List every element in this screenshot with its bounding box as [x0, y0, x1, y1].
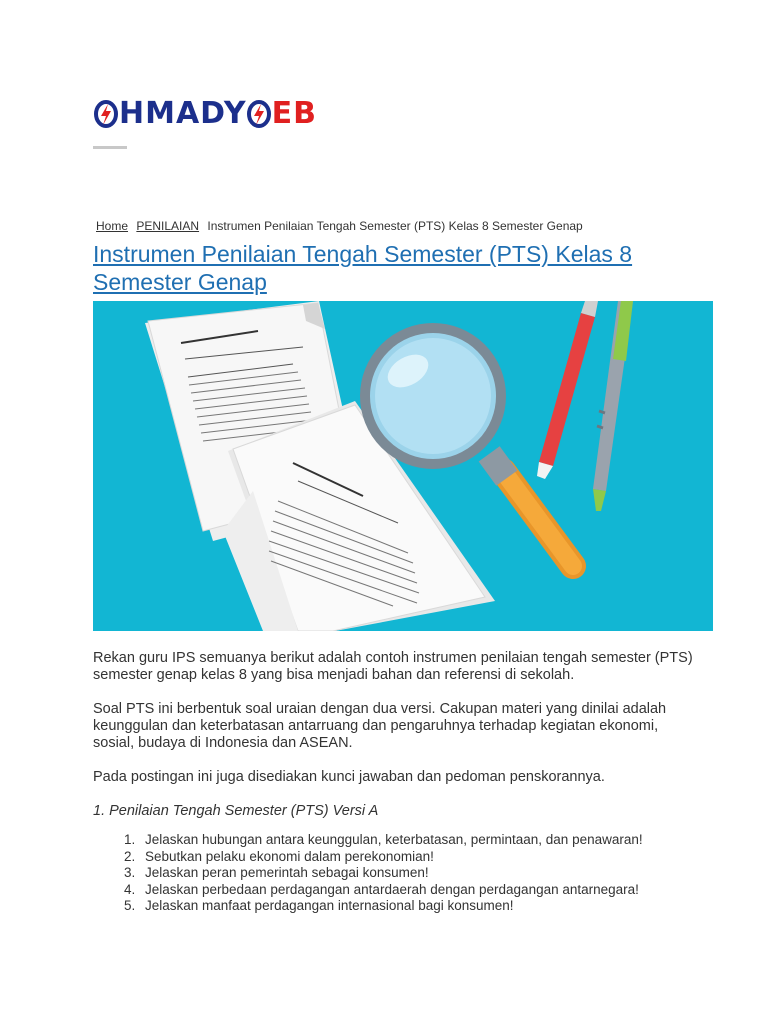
breadcrumb-category-link[interactable]: PENILAIAN [136, 219, 200, 233]
article-paragraph: Soal PTS ini berbentuk soal uraian dengan dua versi. Cakupan materi yang dinilai adalah keunggulan dan keterbatasan antarruang dan pengaruhnya terhadap kegiatan ekonomi, sosial, budaya di Indonesia dan ASEAN. [93, 701, 667, 751]
breadcrumb-current: Instrumen Penilaian Tengah Semester (PTS) Kelas 8 Semester Genap [207, 219, 583, 233]
hero-image [93, 301, 713, 631]
logo-tagline [93, 146, 127, 149]
site-logo[interactable] [94, 96, 317, 131]
logo-o-bolt-icon [94, 99, 118, 129]
article-paragraph: Rekan guru IPS semuanya berikut adalah contoh instrumen penilaian tengah semester (PTS) semester genap kelas 8 yang bisa menjadi bahan dan referensi di sekolah. [93, 650, 693, 683]
list-item: 1. Jelaskan hubungan antara keunggulan, keterbatasan, permintaan, dan penawaran! [139, 832, 693, 849]
question-list [93, 832, 693, 915]
red-pen-icon [537, 301, 598, 479]
list-item: 5. Jelaskan manfaat perdagangan internasional bagi konsumen! [139, 898, 693, 915]
list-item: 2. Sebutkan pelaku ekonomi dalam perekonomian! [139, 849, 693, 866]
green-pen-icon [593, 301, 633, 511]
logo-text-main: HMADY [119, 96, 247, 131]
logo-text-accent: EB [271, 96, 317, 131]
breadcrumb [96, 219, 583, 233]
logo-o-bolt-icon [247, 99, 271, 129]
article-body [93, 650, 693, 915]
list-item: 3. Jelaskan peran pemerintah sebagai konsumen! [139, 865, 693, 882]
breadcrumb-home-link[interactable]: Home [96, 219, 129, 233]
article-paragraph: Pada postingan ini juga disediakan kunci jawaban dan pedoman penskorannya. [93, 769, 605, 785]
section-heading: 1. Penilaian Tengah Semester (PTS) Versi A [93, 803, 379, 819]
page-title[interactable]: Instrumen Penilaian Tengah Semester (PTS) Kelas 8 Semester Genap [93, 241, 633, 295]
list-item: 4. Jelaskan perbedaan perdagangan antardaerah dengan perdagangan antarnegara! [139, 882, 693, 899]
